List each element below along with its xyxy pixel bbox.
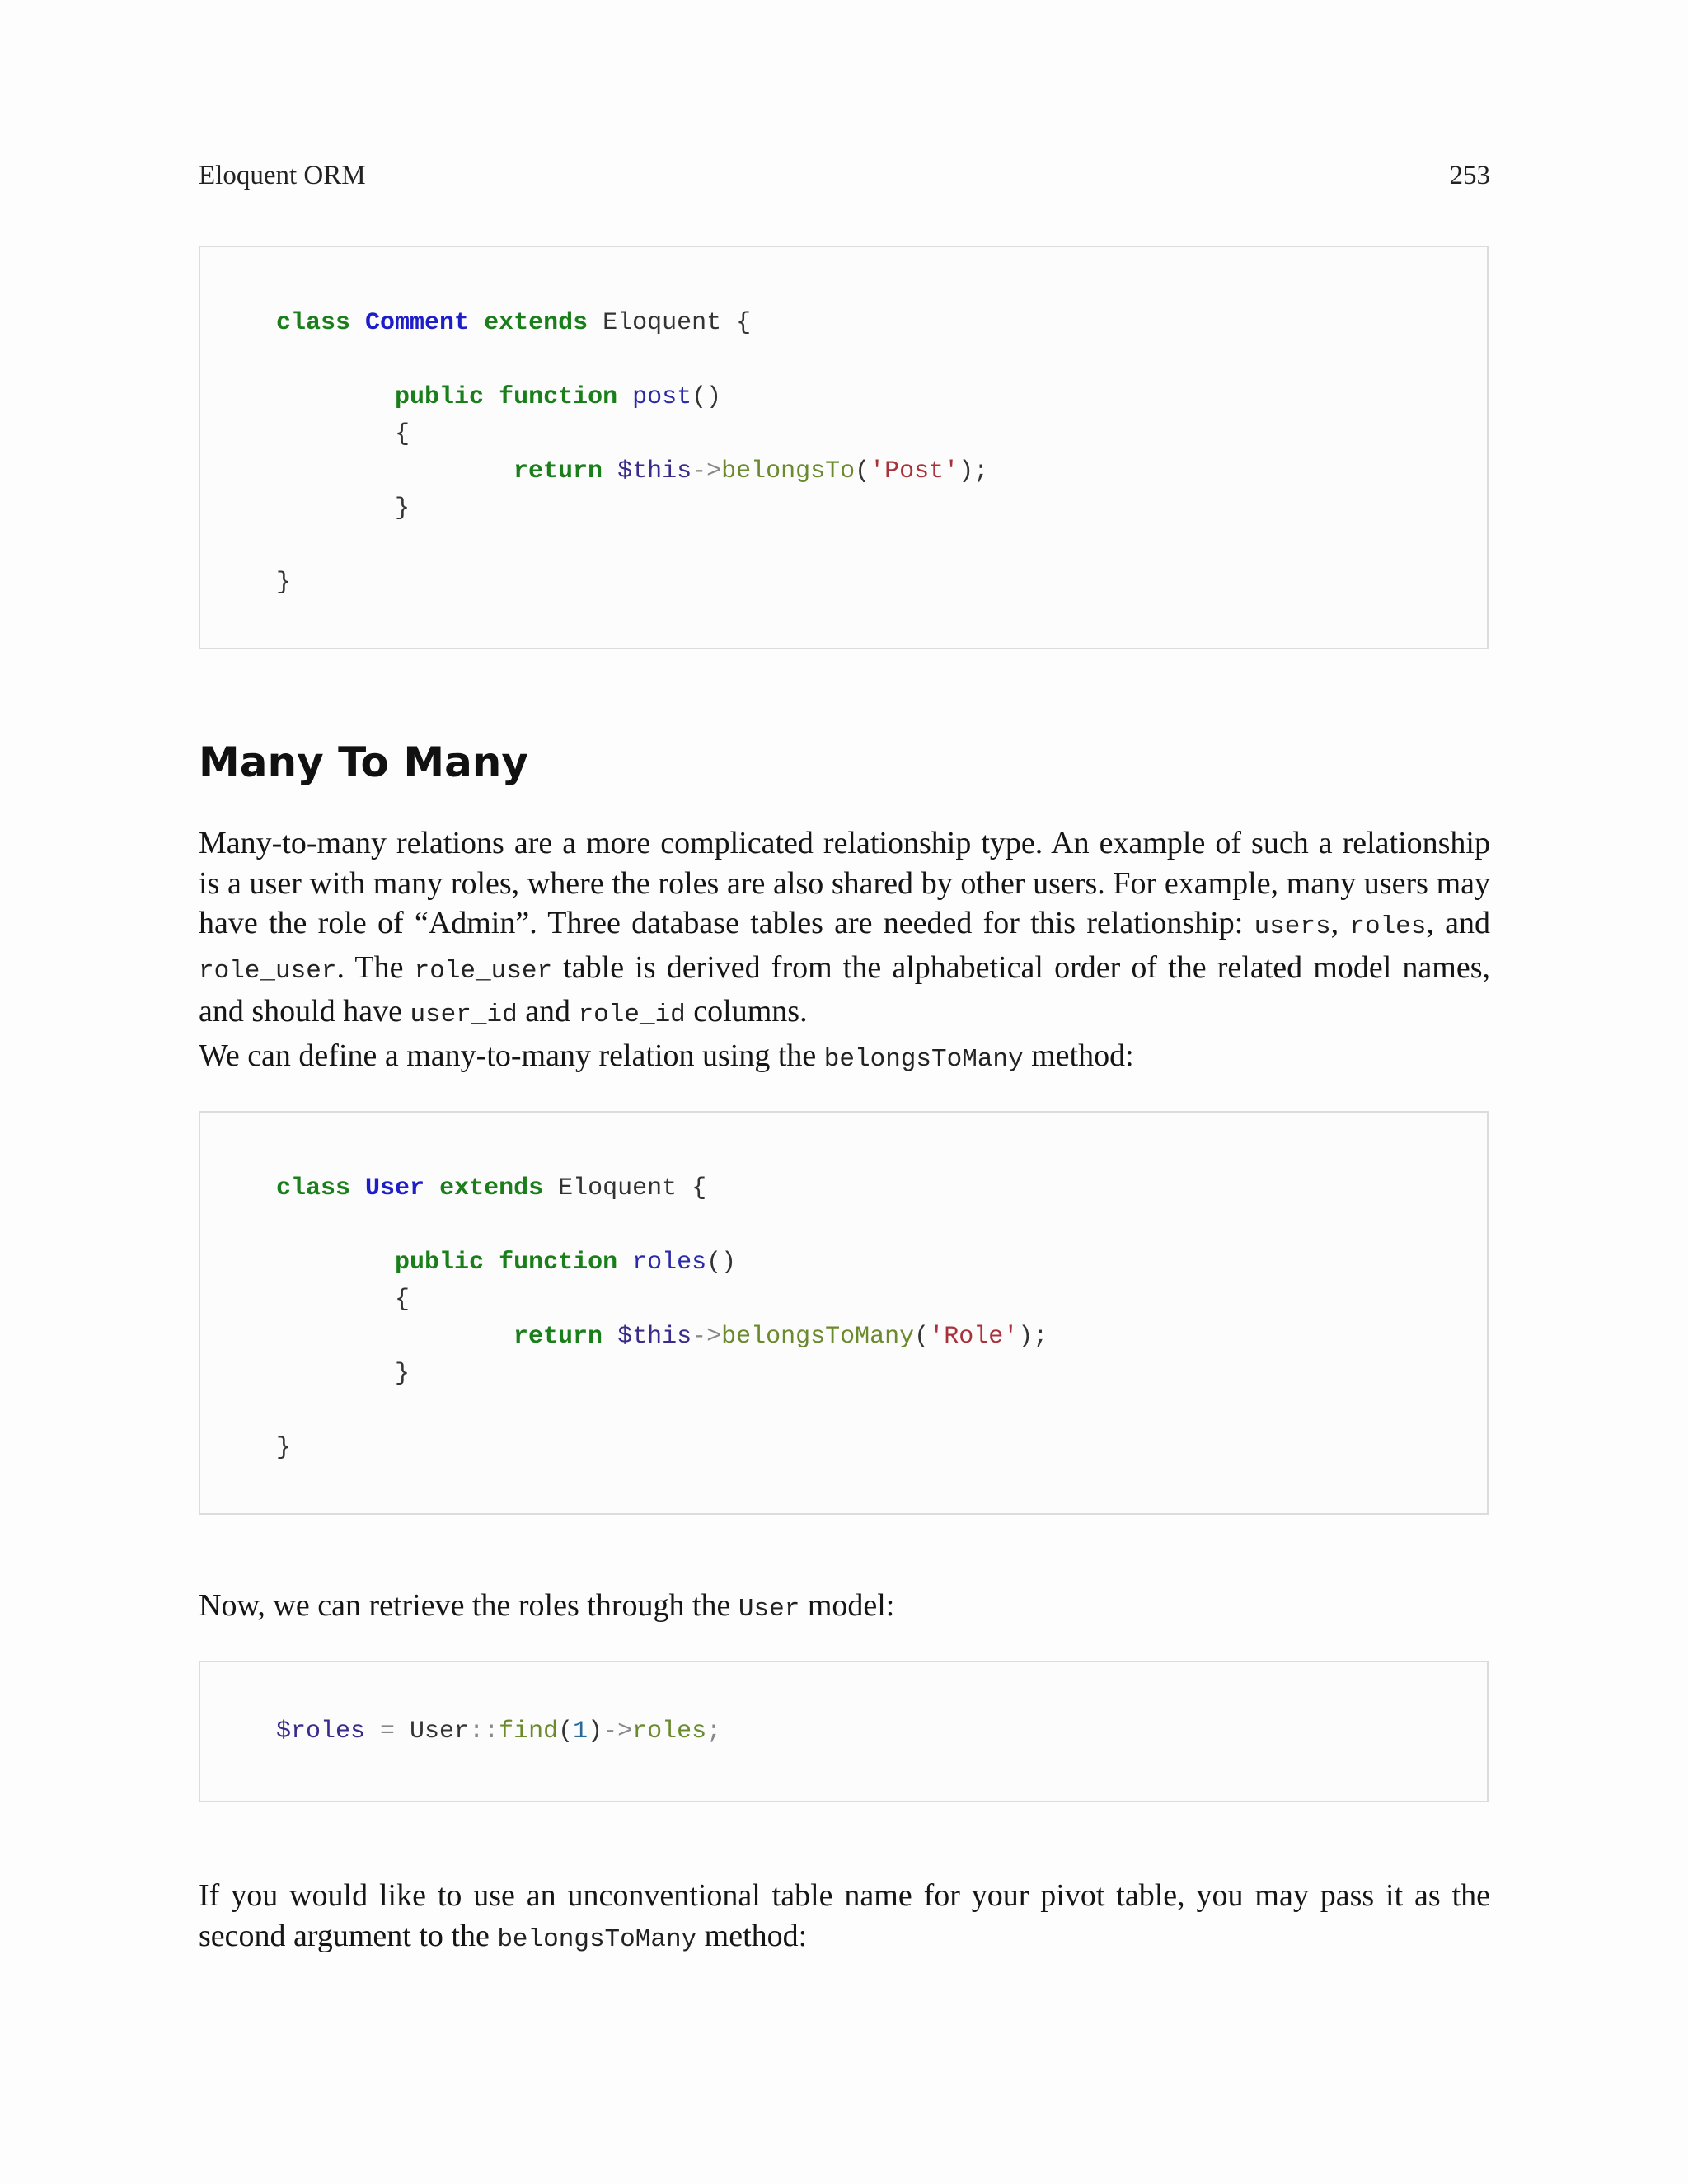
text-run: Now, we can retrieve the roles through the <box>199 1588 738 1623</box>
code-token: belongsTo <box>721 457 856 485</box>
text-run: Many-to-many relations are a more complicated relationship type. An example of such a relationship is a user with many roles, where the roles are also shared by other users. For example, many users may have the role of “Admin”. Three database tables are needed for this relationship: <box>199 826 1490 940</box>
code-token: roles <box>632 1718 707 1746</box>
inline-code: belongsToMany <box>823 1045 1024 1074</box>
code-block-retrieve-roles <box>199 1661 1489 1802</box>
code-token: -> <box>692 1323 722 1351</box>
code-token: ); <box>959 457 989 485</box>
code-token: function <box>499 383 618 411</box>
code-token: -> <box>692 457 722 485</box>
code-listing <box>276 1170 1048 1467</box>
inline-code: users <box>1254 912 1331 941</box>
code-token: $this <box>617 1323 692 1351</box>
body-paragraph <box>199 1876 1490 1960</box>
code-token: } <box>276 569 292 597</box>
code-token: } <box>395 494 410 523</box>
code-token: () <box>706 1249 737 1277</box>
code-token: { <box>395 1286 410 1314</box>
inline-code: roles <box>1349 912 1427 941</box>
text-run: If you would like to use an unconventional table name for your pivot table, you may pass it as the second argument to the <box>199 1878 1490 1953</box>
code-token: ) <box>588 1718 603 1746</box>
code-token: :: <box>469 1718 499 1746</box>
page-number: 253 <box>1449 161 1490 190</box>
code-token: ( <box>558 1718 574 1746</box>
text-run: , and <box>1426 906 1491 940</box>
inline-code: role_user <box>414 956 553 986</box>
code-token: return <box>513 1323 603 1351</box>
code-token: { <box>692 1174 707 1202</box>
code-token: 'Post' <box>870 457 959 485</box>
code-token: ); <box>1018 1323 1048 1351</box>
code-token: roles <box>632 1249 707 1277</box>
code-token: = <box>365 1718 410 1746</box>
running-head <box>199 161 1490 191</box>
code-token: $this <box>617 457 692 485</box>
code-token: User <box>365 1174 425 1202</box>
code-listing <box>276 1713 721 1750</box>
section-heading: Many To Many <box>199 738 528 786</box>
inline-code: user_id <box>410 1001 518 1029</box>
code-token: post <box>632 383 692 411</box>
code-token: { <box>395 420 410 448</box>
code-token: 1 <box>573 1718 588 1746</box>
text-run: method: <box>696 1918 808 1953</box>
code-token: ; <box>706 1718 722 1746</box>
code-token: class <box>276 309 351 337</box>
code-token: Eloquent <box>558 1174 678 1202</box>
inline-code: User <box>738 1595 800 1624</box>
code-token: } <box>395 1360 410 1388</box>
text-run: method: <box>1023 1038 1134 1073</box>
chapter-title: Eloquent ORM <box>199 161 366 190</box>
body-paragraph <box>199 823 1490 1036</box>
text-run: We can define a many-to-many relation using the <box>199 1038 824 1073</box>
text-run: . The <box>336 949 415 985</box>
inline-code: role_user <box>199 956 337 986</box>
code-token: extends <box>439 1174 544 1202</box>
code-token: 'Role' <box>929 1323 1019 1351</box>
inline-code: role_id <box>578 1001 686 1029</box>
inline-code: belongsToMany <box>497 1924 697 1954</box>
code-token: -> <box>603 1718 633 1746</box>
text-run: and <box>517 994 579 1029</box>
code-token: extends <box>484 309 588 337</box>
body-paragraph <box>199 1586 1490 1630</box>
code-token: () <box>692 383 722 411</box>
code-token: find <box>499 1718 559 1746</box>
text-run: , <box>1330 906 1350 940</box>
code-token: Eloquent <box>603 309 722 337</box>
code-token: ( <box>855 457 870 485</box>
code-token: public <box>395 1249 485 1277</box>
text-run: columns. <box>685 994 808 1029</box>
code-token: belongsToMany <box>721 1323 915 1351</box>
code-block-comment-model <box>199 246 1489 649</box>
text-run: model: <box>799 1588 895 1623</box>
text-run: table is derived from the alphabetical order of the related model names, and should have <box>199 949 1490 1029</box>
code-block-user-model <box>199 1111 1489 1515</box>
code-token: public <box>395 383 485 411</box>
code-listing <box>276 305 988 602</box>
code-token: $roles <box>276 1718 366 1746</box>
code-token: ( <box>914 1323 930 1351</box>
code-token: User <box>410 1718 470 1746</box>
code-token: } <box>276 1434 292 1462</box>
code-token: return <box>513 457 603 485</box>
code-token: function <box>499 1249 618 1277</box>
code-token: { <box>736 309 752 337</box>
code-token: Comment <box>365 309 470 337</box>
code-token: class <box>276 1174 351 1202</box>
body-paragraph <box>199 1036 1490 1080</box>
